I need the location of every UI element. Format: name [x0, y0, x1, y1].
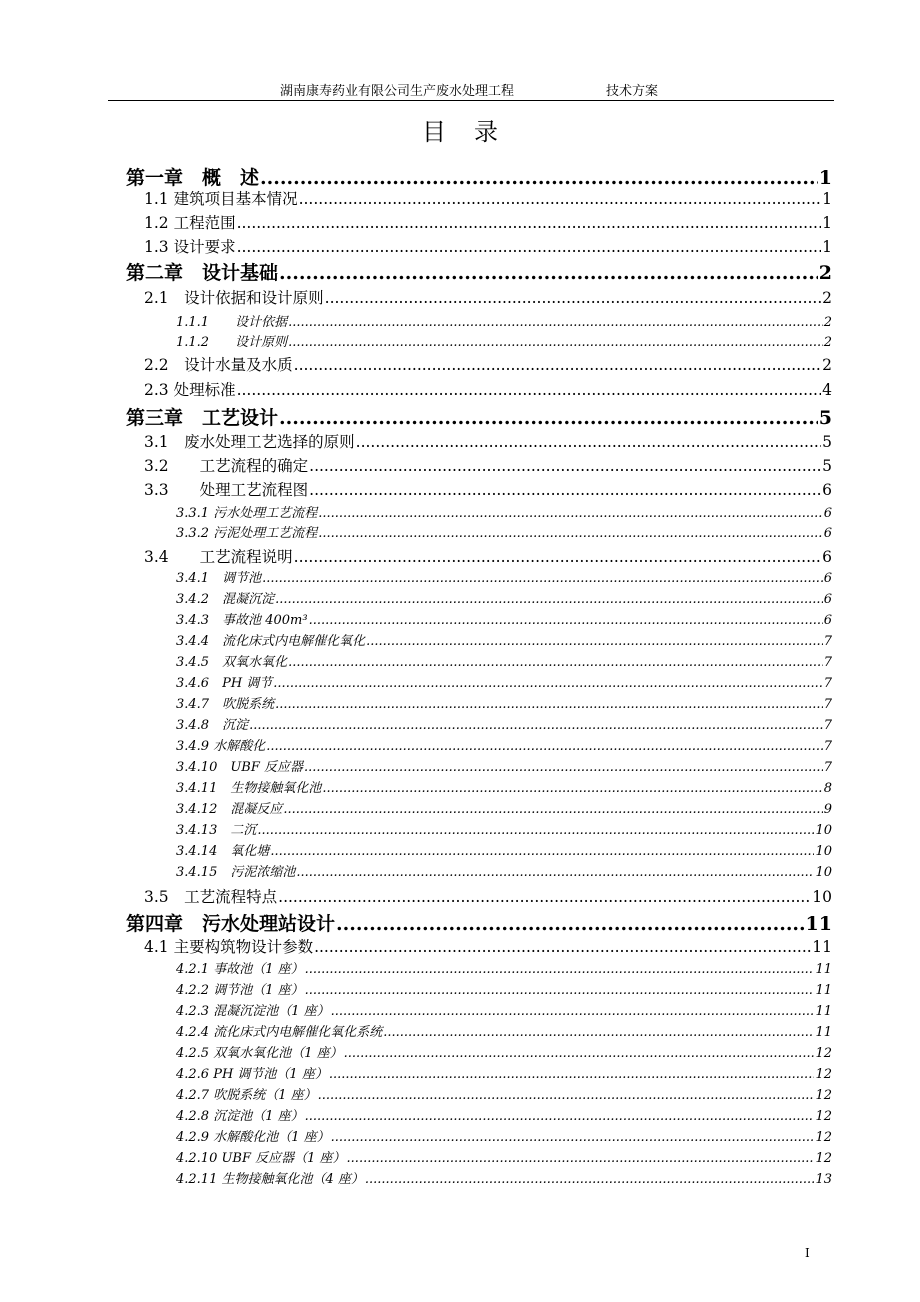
toc-entry[interactable]: [126, 163, 832, 189]
toc-entry[interactable]: [176, 798, 832, 817]
toc-entry[interactable]: [176, 714, 832, 733]
toc-leader-dots: [237, 381, 822, 399]
toc-entry-label: 3.4.4 流化床式内电解催化氧化: [176, 634, 366, 649]
toc-leader-dots: [270, 844, 814, 859]
toc-entry[interactable]: [176, 522, 832, 541]
toc-entry[interactable]: [176, 1168, 832, 1187]
toc-entry-page: 12: [815, 1109, 832, 1124]
toc-entry-label: 1.1.1 设计依据: [176, 315, 288, 330]
toc-entry-page: 1: [822, 214, 832, 232]
toc-leader-dots: [257, 823, 814, 838]
toc-leader-dots: [365, 1172, 815, 1187]
toc-entry[interactable]: [126, 403, 832, 429]
toc-leader-dots: [279, 407, 818, 429]
toc-entry[interactable]: [144, 235, 832, 257]
toc-entry-label: 3.4 工艺流程说明: [144, 548, 293, 566]
toc-entry-page: 6: [823, 613, 832, 628]
toc-entry-page: 9: [823, 802, 832, 817]
toc-leader-dots: [237, 214, 822, 232]
toc-leader-dots: [366, 634, 823, 649]
toc-leader-dots: [260, 167, 818, 189]
toc-leader-dots: [309, 481, 821, 499]
toc-entry-label: 4.2.8 沉淀池（1 座）: [176, 1109, 304, 1124]
toc-entry[interactable]: [144, 353, 832, 375]
toc-entry-page: 11: [815, 983, 832, 998]
toc-leader-dots: [347, 1151, 815, 1166]
toc-entry-label: 3.3 处理工艺流程图: [144, 481, 309, 499]
toc-entry-page: 5: [818, 407, 832, 429]
toc-entry[interactable]: [144, 545, 832, 567]
toc-leader-dots: [318, 526, 823, 541]
toc-entry[interactable]: [176, 958, 832, 977]
toc-entry[interactable]: [176, 502, 832, 521]
toc-entry[interactable]: [176, 630, 832, 649]
toc-entry[interactable]: [176, 819, 832, 838]
toc-entry[interactable]: [176, 1021, 832, 1040]
toc-entry-label: 3.4.6 PH 调节: [176, 676, 273, 691]
toc-entry-page: 6: [823, 571, 832, 586]
toc-entry-label: 3.4.5 双氧水氧化: [176, 655, 288, 670]
toc-entry-page: 10: [815, 865, 832, 880]
toc-entry-page: 4: [822, 381, 832, 399]
toc-entry-page: 7: [823, 739, 832, 754]
toc-entry-page: 1: [822, 238, 832, 256]
toc-leader-dots: [288, 315, 823, 330]
toc-entry-page: 11: [812, 938, 832, 956]
toc-entry-label: 3.4.14 氧化塘: [176, 844, 270, 859]
toc-entry-page: 2: [823, 335, 832, 350]
toc-leader-dots: [275, 592, 823, 607]
toc-leader-dots: [237, 238, 822, 256]
toc-entry-label: 2.2 设计水量及水质: [144, 356, 293, 374]
toc-entry-page: 6: [823, 506, 832, 521]
toc-leader-dots: [318, 506, 823, 521]
toc-entry[interactable]: [176, 777, 832, 796]
toc-entry-page: 7: [823, 718, 832, 733]
toc-entry-page: 6: [822, 481, 832, 499]
toc-entry[interactable]: [176, 1084, 832, 1103]
toc-entry-label: 3.2 工艺流程的确定: [144, 457, 309, 475]
toc-entry-page: 10: [815, 844, 832, 859]
toc-leader-dots: [304, 760, 823, 775]
toc-leader-dots: [305, 1109, 815, 1124]
toc-entry-label: 3.5 工艺流程特点: [144, 888, 278, 906]
toc-entry-label: 4.2.3 混凝沉淀池（1 座）: [176, 1004, 330, 1019]
toc-entry-label: 4.2.1 事故池（1 座）: [176, 962, 304, 977]
toc-entry-page: 6: [823, 526, 832, 541]
toc-leader-dots: [279, 262, 818, 284]
toc-entry[interactable]: [144, 286, 832, 308]
toc-entry-page: 10: [815, 823, 832, 838]
toc-entry-page: 11: [805, 913, 832, 935]
toc-leader-dots: [296, 865, 814, 880]
toc-entry[interactable]: [176, 979, 832, 998]
toc-entry[interactable]: [176, 672, 832, 691]
toc-entry-label: 4.1 主要构筑物设计参数: [144, 938, 314, 956]
toc-entry-label: 3.4.3 事故池 400m³: [176, 613, 308, 628]
toc-entry[interactable]: [176, 1000, 832, 1019]
toc-entry-label: 1.1.2 设计原则: [176, 335, 288, 350]
toc-entry-label: 3.4.15 污泥浓缩池: [176, 865, 296, 880]
toc-entry[interactable]: [176, 588, 832, 607]
toc-leader-dots: [262, 571, 823, 586]
toc-entry[interactable]: [144, 211, 832, 233]
toc-entry-page: 5: [822, 433, 832, 451]
toc-entry-label: 3.3.2 污泥处理工艺流程: [176, 526, 318, 541]
toc-entry-page: 11: [815, 1004, 832, 1019]
toc-entry-page: 2: [822, 289, 832, 307]
toc-leader-dots: [283, 802, 822, 817]
toc-entry-page: 12: [815, 1151, 832, 1166]
toc-entry[interactable]: [176, 735, 832, 754]
header-project-title: 湖南康寿药业有限公司生产废水处理工程: [280, 84, 515, 99]
toc-entry-page: 5: [822, 457, 832, 475]
toc-entry-label: 4.2.2 调节池（1 座）: [176, 983, 304, 998]
toc-leader-dots: [314, 938, 811, 956]
toc-entry-label: 第三章 工艺设计: [126, 407, 279, 429]
toc-entry[interactable]: [176, 1126, 832, 1145]
toc-leader-dots: [331, 1004, 815, 1019]
toc-leader-dots: [344, 1046, 815, 1061]
toc-leader-dots: [288, 655, 823, 670]
toc-entry-page: 7: [823, 697, 832, 712]
toc-entry[interactable]: [126, 258, 832, 284]
toc-entry-page: 7: [823, 760, 832, 775]
toc-entry-label: 4.2.9 水解酸化池（1 座）: [176, 1130, 330, 1145]
toc-leader-dots: [305, 962, 815, 977]
toc-entry-page: 10: [812, 888, 832, 906]
page-number: I: [805, 1246, 810, 1260]
toc-leader-dots: [383, 1025, 814, 1040]
toc-entry-page: 1: [818, 167, 832, 189]
toc-leader-dots: [278, 888, 811, 906]
toc-entry-page: 11: [815, 962, 832, 977]
toc-entry-label: 3.4.11 生物接触氧化池: [176, 781, 322, 796]
toc-entry-label: 3.4.9 水解酸化: [176, 739, 266, 754]
toc-entry-page: 13: [815, 1172, 832, 1187]
toc-leader-dots: [273, 676, 822, 691]
toc-entry-page: 12: [815, 1130, 832, 1145]
toc-entry-label: 3.4.1 调节池: [176, 571, 262, 586]
toc-entry[interactable]: [176, 756, 832, 775]
toc-entry-label: 4.2.4 流化床式内电解催化氧化系统: [176, 1025, 383, 1040]
toc-entry[interactable]: [176, 693, 832, 712]
toc-entry-label: 4.2.11 生物接触氧化池（4 座）: [176, 1172, 364, 1187]
toc-entry-label: 3.4.2 混凝沉淀: [176, 592, 275, 607]
toc-entry-label: 3.4.8 沉淀: [176, 718, 249, 733]
toc-entry-label: 第二章 设计基础: [126, 262, 279, 284]
toc-leader-dots: [299, 190, 822, 208]
toc-entry[interactable]: [176, 840, 832, 859]
toc-leader-dots: [329, 1067, 815, 1082]
toc-entry-page: 1: [822, 190, 832, 208]
toc-leader-dots: [322, 781, 822, 796]
toc-entry-page: 8: [823, 781, 832, 796]
toc-leader-dots: [309, 613, 823, 628]
toc-entry-page: 7: [823, 634, 832, 649]
toc-leader-dots: [294, 548, 821, 566]
page-header: [108, 78, 834, 101]
toc-leader-dots: [331, 1130, 815, 1145]
toc-entry-label: 3.4.7 吹脱系统: [176, 697, 275, 712]
toc-entry[interactable]: [176, 1105, 832, 1124]
header-document-type: 技术方案: [606, 84, 659, 99]
toc-entry[interactable]: [144, 935, 832, 957]
toc-entry[interactable]: [144, 430, 832, 452]
toc-entry-page: 7: [823, 676, 832, 691]
toc-leader-dots: [318, 1088, 815, 1103]
toc-entry-page: 11: [815, 1025, 832, 1040]
toc-entry[interactable]: [144, 454, 832, 476]
toc-entry[interactable]: [144, 885, 832, 907]
toc-entry-label: 3.4.12 混凝反应: [176, 802, 283, 817]
toc-entry-label: 3.4.10 UBF 反应器: [176, 760, 304, 775]
toc-entry-label: 3.1 废水处理工艺选择的原则: [144, 433, 355, 451]
toc-leader-dots: [249, 718, 823, 733]
toc-entry-label: 2.3 处理标准: [144, 381, 236, 399]
toc-entry-page: 2: [823, 315, 832, 330]
toc-entry-label: 3.3.1 污水处理工艺流程: [176, 506, 318, 521]
toc-entry[interactable]: [176, 1063, 832, 1082]
toc-entry-label: 4.2.6 PH 调节池（1 座）: [176, 1067, 328, 1082]
toc-entry-label: 第四章 污水处理站设计: [126, 913, 336, 935]
toc-leader-dots: [325, 289, 821, 307]
toc-entry-page: 7: [823, 655, 832, 670]
toc-title: 目录: [422, 118, 526, 146]
toc-entry-label: 1.3 设计要求: [144, 238, 236, 256]
toc-leader-dots: [294, 356, 821, 374]
toc-entry[interactable]: [176, 567, 832, 586]
toc-entry[interactable]: [176, 861, 832, 880]
toc-leader-dots: [305, 983, 815, 998]
toc-entry-page: 2: [818, 262, 832, 284]
toc-entry-label: 第一章 概 述: [126, 167, 260, 189]
toc-entry[interactable]: [144, 187, 832, 209]
toc-entry-page: 6: [823, 592, 832, 607]
toc-entry[interactable]: [176, 651, 832, 670]
toc-entry[interactable]: [144, 378, 832, 400]
toc-leader-dots: [275, 697, 823, 712]
toc-leader-dots: [266, 739, 823, 754]
toc-entry[interactable]: [176, 1042, 832, 1061]
toc-entry-label: 1.1 建筑项目基本情况: [144, 190, 298, 208]
toc-entry[interactable]: [176, 331, 832, 350]
toc-entry-label: 2.1 设计依据和设计原则: [144, 289, 324, 307]
toc-entry-label: 4.2.7 吹脱系统（1 座）: [176, 1088, 317, 1103]
toc-entry-label: 4.2.10 UBF 反应器（1 座）: [176, 1151, 346, 1166]
toc-entry[interactable]: [144, 478, 832, 500]
toc-entry-page: 6: [822, 548, 832, 566]
toc-leader-dots: [288, 335, 823, 350]
toc-entry-page: 12: [815, 1067, 832, 1082]
toc-entry-label: 3.4.13 二沉: [176, 823, 257, 838]
toc-entry[interactable]: [126, 909, 832, 935]
toc-entry-page: 2: [822, 356, 832, 374]
toc-entry-page: 12: [815, 1088, 832, 1103]
toc-entry[interactable]: [176, 311, 832, 330]
toc-entry[interactable]: [176, 609, 832, 628]
toc-entry-page: 12: [815, 1046, 832, 1061]
toc-leader-dots: [336, 913, 805, 935]
toc-leader-dots: [309, 457, 821, 475]
toc-leader-dots: [356, 433, 821, 451]
toc-entry-label: 4.2.5 双氧水氧化池（1 座）: [176, 1046, 343, 1061]
toc-entry-label: 1.2 工程范围: [144, 214, 236, 232]
toc-entry[interactable]: [176, 1147, 832, 1166]
